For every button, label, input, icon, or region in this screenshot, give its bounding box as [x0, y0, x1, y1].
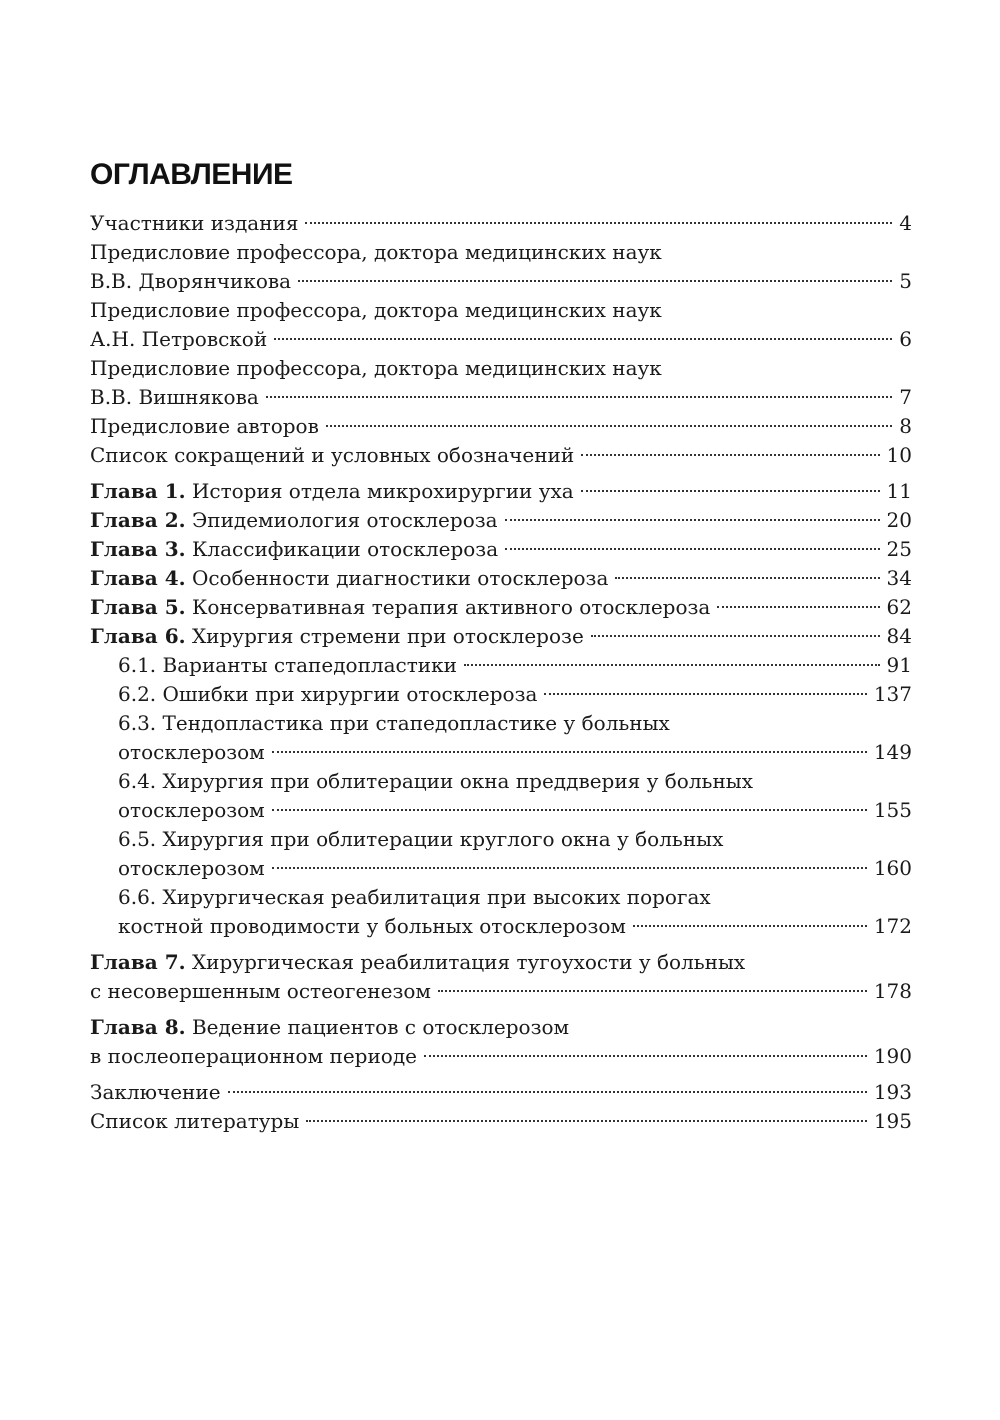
toc-entry-section-6-6-cont[interactable] [90, 912, 912, 941]
toc-entry-title [90, 506, 498, 535]
toc-entry-chapter-1[interactable] [90, 477, 912, 506]
toc-page-number: 34 [886, 566, 912, 590]
dot-leader [266, 396, 893, 398]
toc-entry-references[interactable] [90, 1107, 912, 1136]
toc-entry-chapter-2[interactable] [90, 506, 912, 535]
toc-entry-preface-dvoryanchikov-cont[interactable] [90, 267, 912, 296]
toc-entry-preface-petrovskaya[interactable] [90, 296, 912, 325]
toc-page-number: 8 [899, 414, 912, 438]
toc-entry-preface-vishnyakov[interactable] [90, 354, 912, 383]
toc-entry-abbreviations[interactable] [90, 441, 912, 470]
toc-entry-preface-petrovskaya-cont[interactable] [90, 325, 912, 354]
toc-entry-preface-vishnyakov-cont[interactable] [90, 383, 912, 412]
dot-leader [505, 548, 879, 550]
toc-page-number: 6 [899, 327, 912, 351]
toc-entry-chapter-4[interactable] [90, 564, 912, 593]
chapter-label: Глава 1. [90, 479, 186, 503]
toc-page-number: 190 [873, 1044, 912, 1068]
toc-entry-title: Предисловие профессора, доктора медицинских наук [90, 240, 662, 264]
chapter-title: Ведение пациентов с отосклерозом [191, 1015, 570, 1039]
toc-entry-conclusion[interactable] [90, 1078, 912, 1107]
dot-leader [298, 280, 892, 282]
toc-entry-participants[interactable] [90, 209, 912, 238]
toc-page-number: 195 [873, 1109, 912, 1133]
dot-leader [424, 1055, 867, 1057]
page-title: ОГЛАВЛЕНИЕ [90, 158, 293, 191]
toc-page-number: 149 [873, 740, 912, 764]
toc-entry-title [90, 477, 574, 506]
toc-entry-section-6-2[interactable] [90, 680, 912, 709]
toc-entry-title: Предисловие профессора, доктора медицинских наук [90, 356, 662, 380]
chapter-title: Хирургия стремени при отосклерозе [191, 624, 584, 648]
toc-page-number: 5 [899, 269, 912, 293]
toc-entry-title: Заключение [90, 1080, 221, 1104]
toc-entry-section-6-4[interactable] [90, 767, 912, 796]
toc-page-number: 178 [873, 979, 912, 1003]
toc-entry-title: Список литературы [90, 1109, 300, 1133]
dot-leader [438, 990, 867, 992]
toc-page-number: 84 [886, 624, 912, 648]
toc-entry-title [90, 948, 745, 977]
toc-entry-preface-dvoryanchikov[interactable] [90, 238, 912, 267]
chapter-title: Эпидемиология отосклероза [191, 508, 498, 532]
toc-entry-section-6-4-cont[interactable] [90, 796, 912, 825]
toc-entry-title-cont: в послеоперационном периоде [90, 1044, 418, 1068]
toc-entry-section-6-5[interactable] [90, 825, 912, 854]
toc-page-number: 160 [873, 856, 912, 880]
toc-entry-section-6-3[interactable] [90, 709, 912, 738]
toc-entry-chapter-3[interactable] [90, 535, 912, 564]
dot-leader [717, 606, 879, 608]
toc-entry-title: 6.1. Варианты стапедопластики [118, 653, 457, 677]
toc-entry-title [90, 564, 608, 593]
toc-entry-title [90, 1013, 569, 1042]
toc-page-number: 155 [873, 798, 912, 822]
toc-entry-chapter-8-cont[interactable] [90, 1042, 912, 1071]
chapter-label: Глава 5. [90, 595, 186, 619]
toc-entry-title [90, 622, 584, 651]
dot-leader [326, 425, 892, 427]
dot-leader [272, 867, 867, 869]
toc-page-number: 7 [899, 385, 912, 409]
toc-entry-title: Предисловие авторов [90, 414, 319, 438]
dot-leader [505, 519, 880, 521]
chapter-title: История отдела микрохирургии уха [191, 479, 574, 503]
dot-leader [272, 809, 867, 811]
dot-leader [464, 664, 880, 666]
toc-page-number: 137 [873, 682, 912, 706]
toc-entry-preface-authors[interactable] [90, 412, 912, 441]
toc-entry-chapter-7-cont[interactable] [90, 977, 912, 1006]
toc-entry-section-6-5-cont[interactable] [90, 854, 912, 883]
chapter-title: Консервативная терапия активного отосклероза [191, 595, 711, 619]
toc-entry-title-cont: В.В. Дворянчикова [90, 269, 292, 293]
toc-page-number: 25 [886, 537, 912, 561]
toc-page-number: 193 [873, 1080, 912, 1104]
toc-entry-title-cont: отосклерозом [118, 740, 265, 764]
chapter-label: Глава 4. [90, 566, 186, 590]
toc-entry-title: 6.3. Тендопластика при стапедопластике у больных [118, 711, 670, 735]
dot-leader [272, 751, 867, 753]
chapter-title: Классификации отосклероза [191, 537, 499, 561]
toc-entry-section-6-3-cont[interactable] [90, 738, 912, 767]
dot-leader [591, 635, 880, 637]
dot-leader [615, 577, 879, 579]
toc-entry-chapter-8[interactable] [90, 1013, 912, 1042]
dot-leader [581, 454, 879, 456]
toc-entry-section-6-1[interactable] [90, 651, 912, 680]
toc-entry-title: 6.6. Хирургическая реабилитация при высоких порогах [118, 885, 711, 909]
toc-entry-chapter-7[interactable] [90, 948, 912, 977]
toc-entry-title [90, 593, 710, 622]
chapter-label: Глава 2. [90, 508, 186, 532]
toc-entry-title: Участники издания [90, 211, 299, 235]
dot-leader [633, 925, 867, 927]
toc-entry-section-6-6[interactable] [90, 883, 912, 912]
toc-page-number: 172 [873, 914, 912, 938]
toc-entry-title-cont: костной проводимости у больных отосклерозом [118, 914, 626, 938]
toc-entry-title: 6.4. Хирургия при облитерации окна преддверия у больных [118, 769, 753, 793]
dot-leader [306, 1120, 867, 1122]
chapter-label: Глава 3. [90, 537, 186, 561]
toc-entry-title-cont: В.В. Вишнякова [90, 385, 259, 409]
table-of-contents [90, 209, 912, 1136]
toc-entry-title [90, 535, 498, 564]
toc-entry-title: Список сокращений и условных обозначений [90, 443, 575, 467]
dot-leader [305, 222, 892, 224]
toc-page-number: 11 [886, 479, 912, 503]
toc-entry-title-cont: отосклерозом [118, 798, 265, 822]
toc-page-number: 20 [886, 508, 912, 532]
chapter-label: Глава 8. [90, 1015, 186, 1039]
chapter-label: Глава 6. [90, 624, 186, 648]
toc-entry-title: Предисловие профессора, доктора медицинских наук [90, 298, 662, 322]
toc-entry-title-cont: А.Н. Петровской [90, 327, 268, 351]
toc-entry-chapter-5[interactable] [90, 593, 912, 622]
chapter-title: Особенности диагностики отосклероза [191, 566, 609, 590]
chapter-label: Глава 7. [90, 950, 186, 974]
toc-page-number: 62 [886, 595, 912, 619]
toc-entry-title: 6.2. Ошибки при хирургии отосклероза [118, 682, 538, 706]
dot-leader [581, 490, 880, 492]
toc-entry-title-cont: с несовершенным остеогенезом [90, 979, 431, 1003]
dot-leader [544, 693, 866, 695]
dot-leader [274, 338, 892, 340]
toc-entry-title: 6.5. Хирургия при облитерации круглого окна у больных [118, 827, 724, 851]
toc-entry-chapter-6[interactable] [90, 622, 912, 651]
dot-leader [228, 1091, 867, 1093]
chapter-title: Хирургическая реабилитация тугоухости у больных [191, 950, 746, 974]
toc-entry-title-cont: отосклерозом [118, 856, 265, 880]
toc-page-number: 4 [899, 211, 912, 235]
toc-page-number: 91 [886, 653, 912, 677]
toc-page-number: 10 [886, 443, 912, 467]
